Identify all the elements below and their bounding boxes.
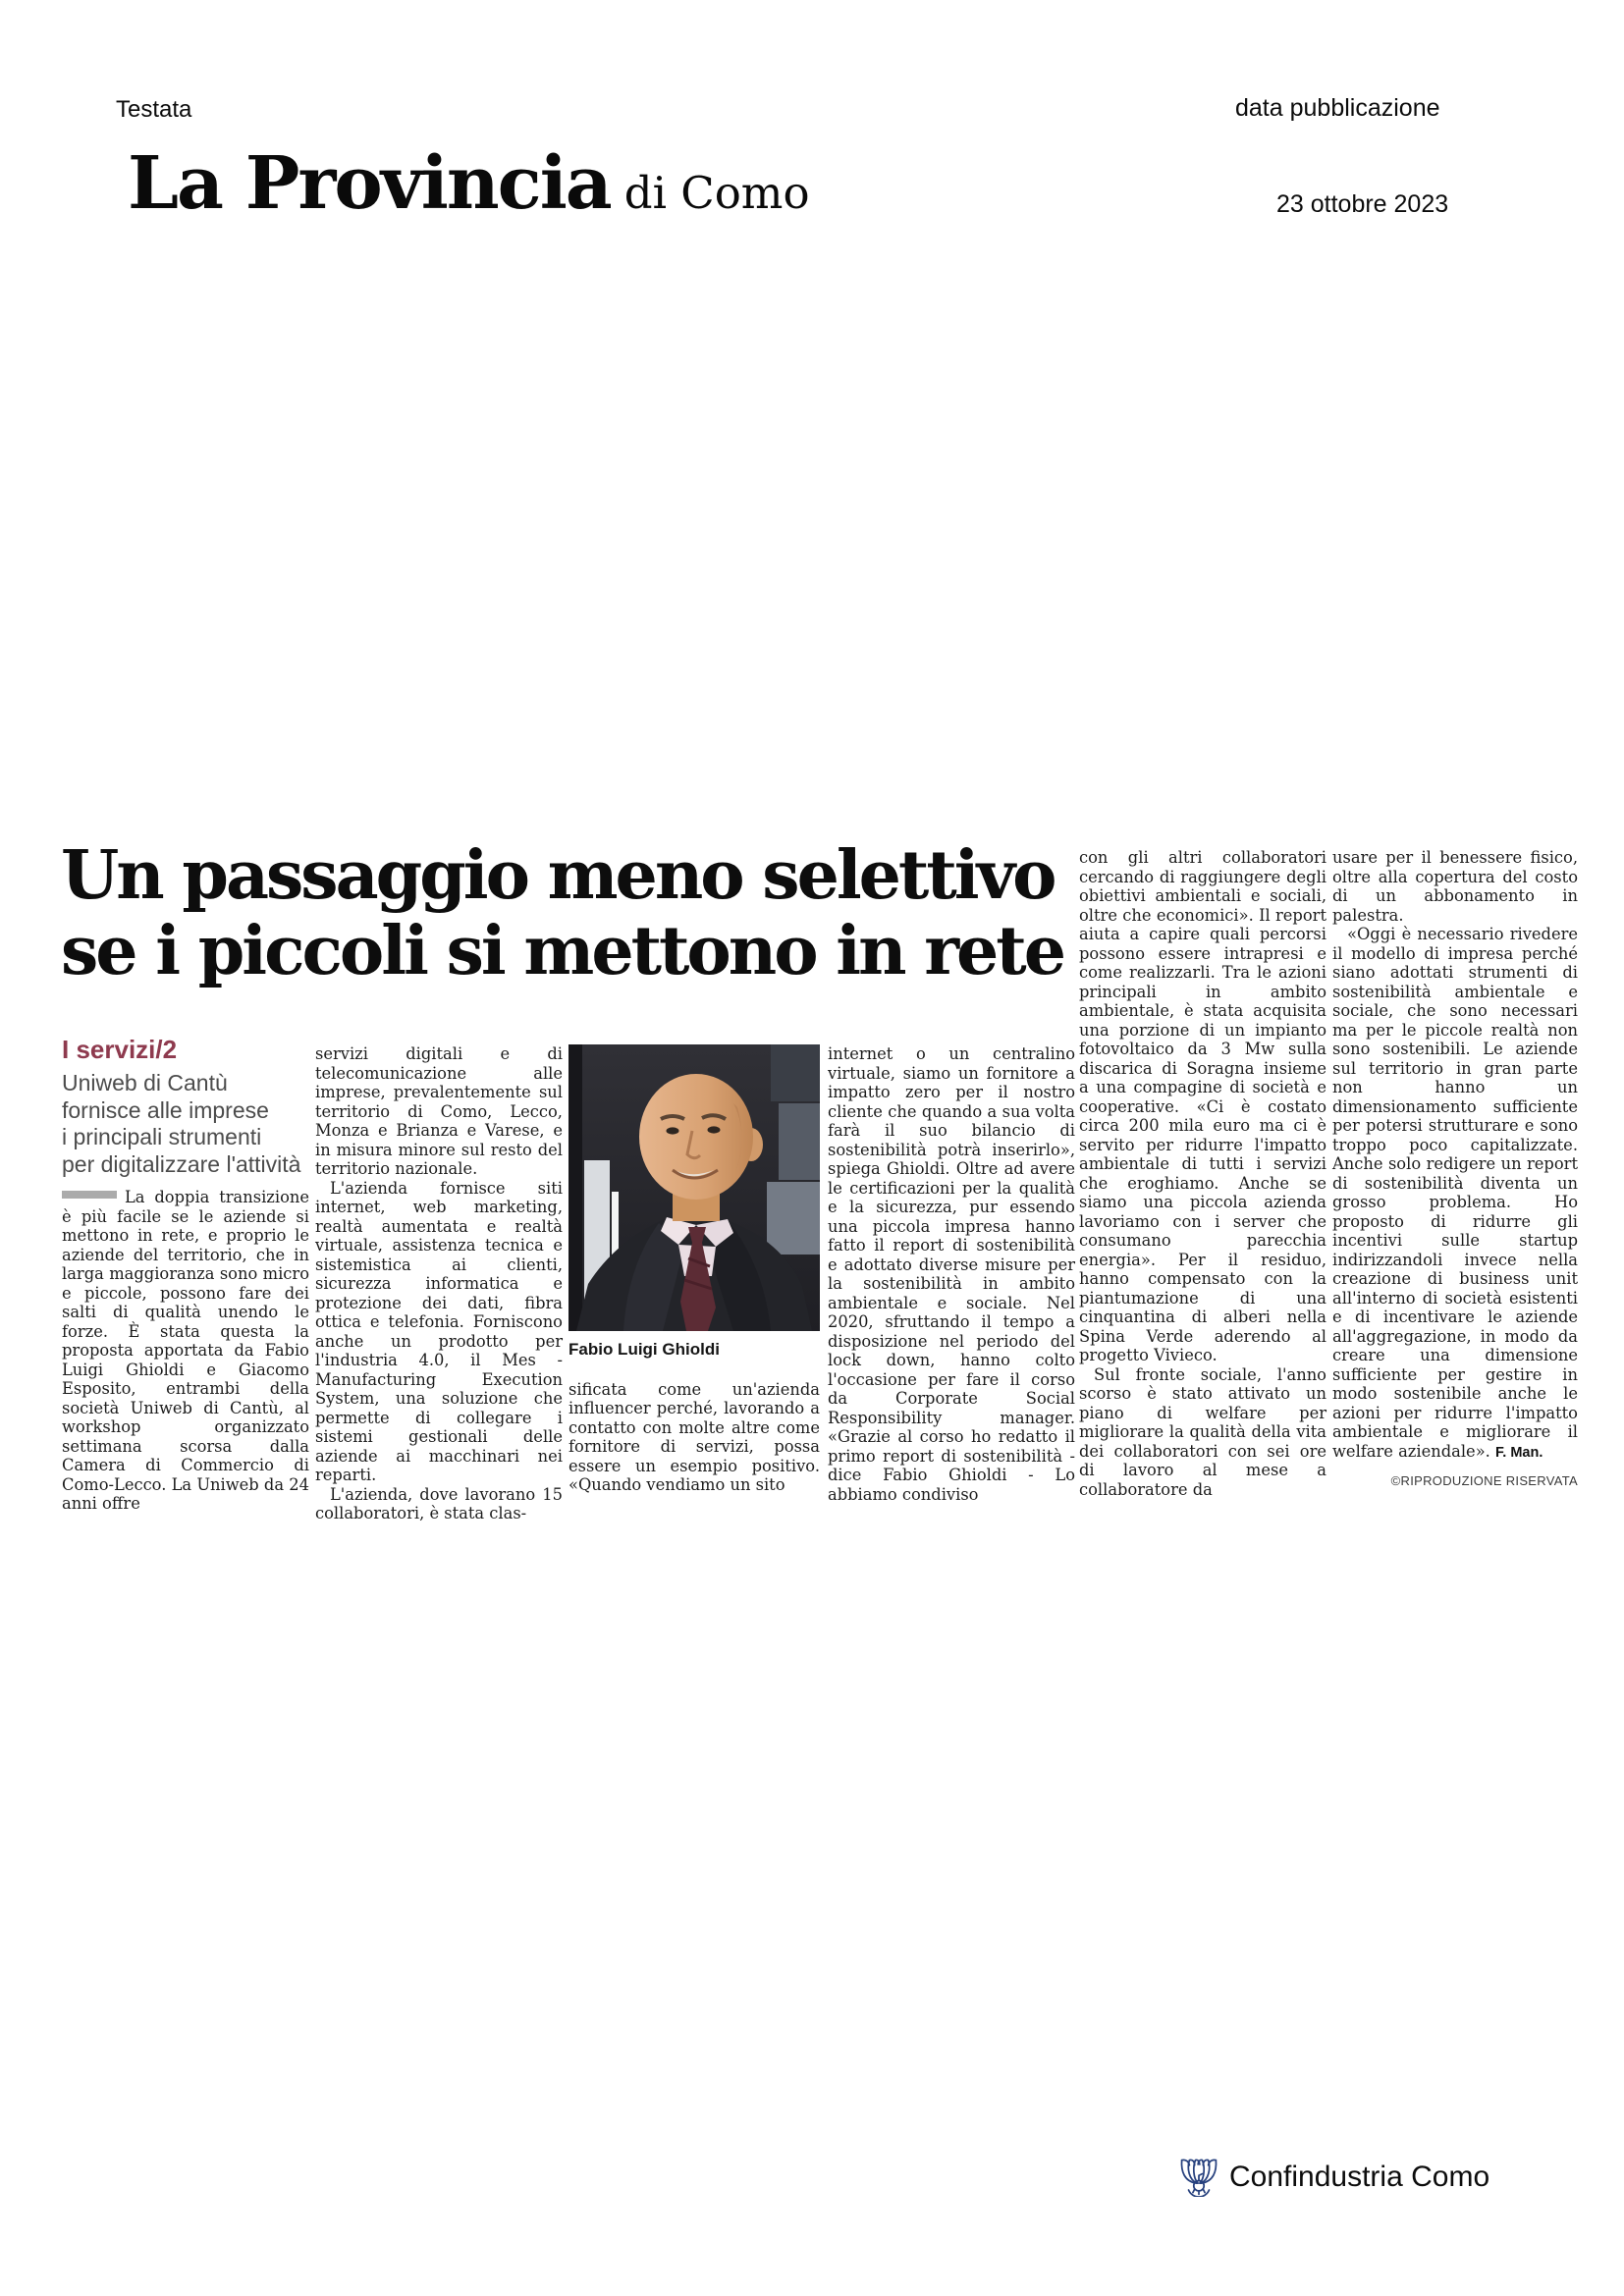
publication-date-label: data pubblicazione: [1235, 94, 1440, 122]
kicker-line: per digitalizzare l'attività: [62, 1150, 301, 1177]
article-paragraph: servizi digitali e di telecomunicazione alle imprese, prevalentemente sul territorio di Como, Lecco, Monza e Brianza e Varese, e in misura minore sul resto del territorio nazionale.: [315, 1044, 563, 1178]
photo-caption: Fabio Luigi Ghioldi: [568, 1340, 720, 1359]
masthead-title: La Provincia: [128, 141, 611, 226]
article-column-4: [828, 1044, 1075, 1504]
headline-line-1: Un passaggio meno selettivo: [61, 836, 1055, 915]
article-kicker: [62, 1035, 313, 1178]
footer-brand: [1178, 2158, 1489, 2197]
newspaper-masthead: [128, 141, 810, 226]
article-paragraph: con gli altri collaboratori cercando di raggiungere degli obiettivi ambientali e sociali, oltre che economici». Il report aiuta a capire quali percorsi possono essere intrapresi e come realizzarli. Tra le azioni principali in ambito ambientale, è stata acquisita una porzione di un impianto fotovoltaico da 3 Mw sulla discarica di Soragna insieme a una compagine di società e cooperative. «Ci è costato circa 200 mila euro ma ci è servito per ridurre l'impatto ambientale di tutti i servizi che eroghiamo. Anche se siamo una piccola azienda lavoriamo con i server che consumano parecchia energia». Per il residuo, hanno compensato con la piantumazione di una cinquantina di alberi nella Spina Verde aderendo al progetto Vivieco.: [1079, 848, 1326, 1364]
kicker-line: Uniweb di Cantù: [62, 1070, 228, 1095]
article-paragraph: L'azienda fornisce siti internet, web marketing, realtà aumentata e realtà virtuale, assistenza tecnica e sistemistica ai clienti, sicurezza informatica e protezione dei dati, fibra ottica e telefonia. Forniscono anche un prodotto per l'industria 4.0, il Mes - Manufacturing Execution System, una soluzione che permette di collegare i sistemi gestionali delle aziende ai macchinari nei reparti.: [315, 1178, 563, 1484]
article-column-2: [315, 1044, 563, 1523]
paragraph-lead-dash: [62, 1191, 117, 1199]
testata-label: Testata: [116, 96, 192, 123]
confindustria-eagle-icon: [1178, 2158, 1219, 2197]
article-byline: F. Man.: [1495, 1444, 1543, 1461]
article-paragraph: L'azienda, dove lavorano 15 collaboratori, è stata clas-: [315, 1484, 563, 1522]
article-column-1: [62, 1188, 309, 1514]
article-paragraph: Sul fronte sociale, l'anno scorso è stato attivato un piano di welfare per migliorare la qualità della vita dei collaboratori con sei ore di lavoro al mese a collaboratore da: [1079, 1364, 1326, 1499]
kicker-line: i principali strumenti: [62, 1124, 262, 1149]
copyright-notice: ©RIPRODUZIONE RISERVATA: [1390, 1473, 1578, 1488]
headline-line-2: se i piccoli si mettono in rete: [61, 912, 1063, 990]
article-paragraph: usare per il benessere fisico, oltre alla copertura del costo di un abbonamento in palestra.: [1332, 848, 1578, 925]
portrait-photo-illustration: [568, 1044, 820, 1331]
article-paragraph: [62, 1188, 309, 1514]
article-column-3: [568, 1044, 820, 1495]
kicker-label: I servizi/2: [62, 1035, 178, 1064]
masthead-subtitle: di Como: [623, 167, 810, 219]
article-column-6: [1332, 848, 1578, 1491]
article-column-5: [1079, 848, 1326, 1499]
article-photo: [568, 1044, 820, 1331]
paragraph-text: «Oggi è necessario rivedere il modello di impresa perché siano adottati strumenti di sostenibilità ambientale e sociale, che sono necessari ma per le piccole realtà non sono sostenibili. Le aziende sul territorio in gran parte non hanno un dimensionamento sufficiente per potersi strutturare e sono troppo poco capitalizzate. Anche solo redigere un report di sostenibilità diventa un grosso problema. Ho proposto di ridurre gli incentivi sulle startup indirizzandoli invece nella creazione di business unit all'interno di società esistenti e di incentivare le aziende all'aggregazione, in modo da creare una dimensione sufficiente per gestire in modo sostenibile anche le azioni per ridurre l'impatto ambientale e migliorare il welfare aziendale».: [1332, 925, 1578, 1461]
footer-brand-text: Confindustria Como: [1229, 2161, 1490, 2193]
paragraph-text: La doppia transizione è più facile se le aziende si mettono in rete, e proprio le aziende del territorio, che in larga maggioranza sono micro e piccole, possono fare dei salti di qualità unendo le forze. È stata questa la proposta apportata da Fabio Luigi Ghioldi e Giacomo Esposito, entrambi della società Uniweb di Cantù, al workshop organizzato settimana scorsa dalla Camera di Commercio di Como-Lecco. La Uniweb da 24 anni offre: [62, 1188, 309, 1513]
article-paragraph: internet o un centralino virtuale, siamo un fornitore a impatto zero per il nostro cliente che quando a sua volta farà il suo bilancio di sostenibilità potrà inserirlo», spiega Ghioldi. Oltre ad avere le certificazioni per la qualità e la sicurezza, pur essendo una piccola impresa hanno fatto il report di sostenibilità e adottato diverse misure per la sostenibilità in ambito ambientale e sociale. Nel 2020, sfruttando il tempo a disposizione nel periodo del lock down, hanno colto l'occasione per fare il corso da Corporate Social Responsibility manager. «Grazie al corso ho redatto il primo report di sostenibilità - dice Fabio Ghioldi - Lo abbiamo condiviso: [828, 1044, 1075, 1504]
kicker-line: fornisce alle imprese: [62, 1096, 269, 1123]
article-paragraph: [1332, 925, 1578, 1463]
article-headline: [61, 838, 1063, 989]
publication-date-value: 23 ottobre 2023: [1276, 190, 1449, 218]
article-paragraph: sificata come un'azienda influencer perché, lavorando a contatto con molte altre come fornitore di servizi, possa essere un esempio positivo. «Quando vendiamo un sito: [568, 1379, 820, 1494]
